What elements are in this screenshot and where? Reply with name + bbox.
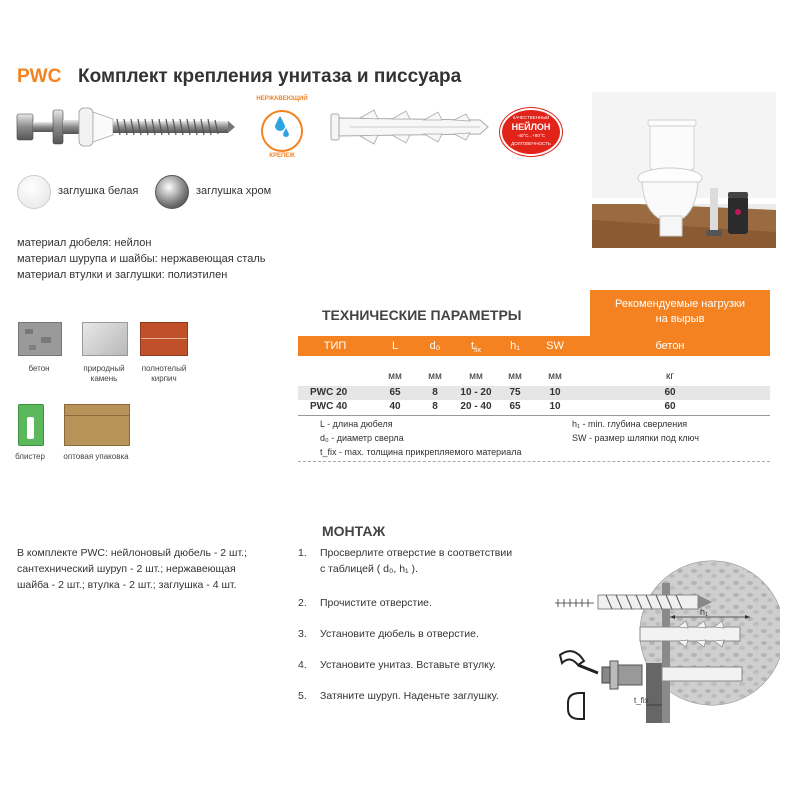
row1-type: PWC 20 [310,387,348,398]
tech-title: ТЕХНИЧЕСКИЕ ПАРАМЕТРЫ [322,307,522,323]
badge-stainless-bottom: КРЕПЕЖ [269,153,295,159]
diagram-label-tfix: t_fix [634,696,649,705]
blister-label: блистер [15,452,45,461]
bulk-label: оптовая упаковка [63,452,129,461]
badge-nylon-top: КАЧЕСТВЕННЫЙ [512,115,550,120]
col-tfix-sub: fix [474,347,482,355]
nylon-badge [500,108,562,156]
unit-sw: мм [548,371,562,382]
stainless-badge [244,96,320,162]
step-2-text: Прочистите отверстие. [320,597,432,609]
step-5-text: Затяните шуруп. Наденьте заглушку. [320,690,499,702]
table-divider [298,415,770,416]
legend-L: L - длина дюбеля [320,419,393,429]
brick-icon [140,322,188,356]
col-d0: d₀ [429,340,441,352]
chrome-cap-label: заглушка хром [196,185,272,197]
badge-nylon-bottom: ДОЛГОВЕЧНОСТЬ [511,141,551,146]
row2-sw: 10 [549,401,561,412]
loads-header-line2: на вырыв [655,313,705,325]
bulk-box-icon [64,404,130,446]
row1-d0: 8 [432,387,438,398]
step-1-number: 1. [298,547,307,559]
row2-L: 40 [389,401,401,412]
row2-type: PWC 40 [310,401,348,412]
legend-sw: SW - размер шляпки под ключ [572,433,699,443]
stone-label-line2: камень [90,374,118,383]
white-cap-label: заглушка белая [58,185,139,197]
col-type: ТИП [323,340,347,352]
kit-contents: В комплекте PWC: нейлоновый дюбель - 2 шт.; сантехнический шуруп - 2 шт.; нержавеющая шайба - 2 шт.; втулка - 2 шт.; заглушка - 4 шт. [17,547,247,591]
step-4-text: Установите унитаз. Вставьте втулку. [320,659,496,671]
step-5-number: 5. [298,690,307,702]
product-code: PWC [17,66,62,87]
diagram-label-h1: h₁ [700,607,709,617]
badge-nylon-main: НЕЙЛОН [511,122,551,132]
step-1-line1: Просверлите отверстие в соответствии [320,547,513,559]
row2-tfix: 20 - 40 [460,401,492,412]
loads-header-line1: Рекомендуемые нагрузки [614,298,746,310]
row1-L: 65 [389,387,401,398]
col-h1: h₁ [510,340,520,352]
screw-image [15,104,235,148]
step-1-line2: с таблицей ( d₀, h₁ ). [320,563,418,575]
unit-tfix: мм [469,371,483,382]
concrete-label: бетон [28,364,50,373]
stone-label-line1: природный [83,364,125,373]
col-L: L [391,340,399,352]
material-sleeve: материал втулки и заглушки: полиэтилен [17,269,228,281]
brick-label-line1: полнотелый [141,364,187,373]
white-cap-image [17,175,51,209]
legend-h1: h₁ - min. глубина сверления [572,419,688,429]
concrete-icon [18,322,62,356]
brick-label-line2: кирпич [151,374,177,383]
row1-tfix: 10 - 20 [460,387,492,398]
blister-icon [18,404,44,446]
mount-title: МОНТАЖ [322,523,386,539]
col-sw: SW [546,340,564,352]
row1-h1: 75 [509,387,521,398]
chrome-cap-image [155,175,189,209]
row1-sw: 10 [549,387,561,398]
row2-load: 60 [664,401,676,412]
col-tfix-main: t [470,340,475,352]
col-tfix [458,336,494,356]
step-1-text [320,545,560,577]
row2-d0: 8 [432,401,438,412]
badge-nylon-range: -40°C...+80°C [517,133,545,138]
page-title: Комплект крепления унитаза и писсуара [78,66,462,87]
badge-stainless-top: НЕРЖАВЕЮЩИЙ [256,96,308,102]
stone-icon [82,322,128,356]
unit-L: мм [388,371,402,382]
step-4-number: 4. [298,659,307,671]
toilet-photo [592,92,776,248]
unit-h1: мм [508,371,522,382]
step-3-text: Установите дюбель в отверстие. [320,628,479,640]
step-3-number: 3. [298,628,307,640]
step-2-number: 2. [298,597,307,609]
dowel-image [330,106,490,148]
unit-d0: мм [428,371,442,382]
legend-tfix: t_fix - max. толщина прикрепляемого материала [320,447,522,457]
material-dowel: материал дюбеля: нейлон [17,237,152,249]
col-concrete: бетон [655,340,685,352]
table-bottom-divider [298,461,770,462]
mounting-diagram [550,555,780,755]
row2-h1: 65 [509,401,521,412]
loads-header-box [590,290,770,336]
legend-d0: d₀ - диаметр сверла [320,433,404,443]
row1-load: 60 [664,387,676,398]
material-screw: материал шурупа и шайбы: нержавеющая сталь [17,253,266,265]
unit-load: кг [665,371,675,382]
